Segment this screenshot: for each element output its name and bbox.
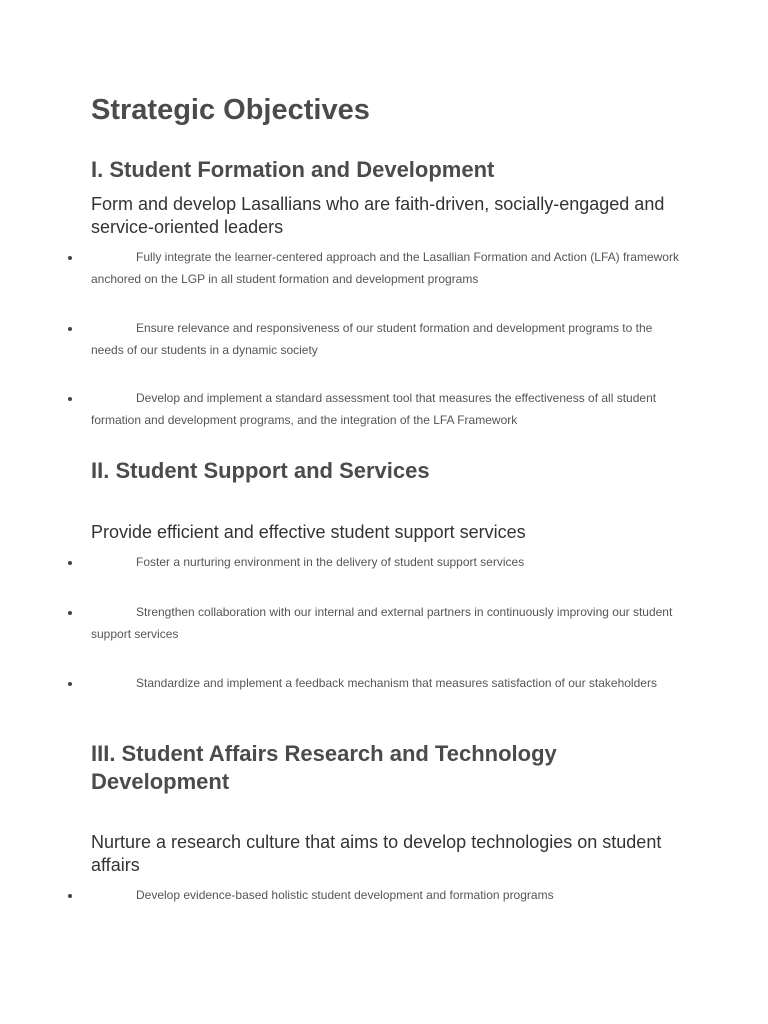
bullet-icon: [68, 611, 72, 615]
section-heading-2: II. Student Support and Services: [91, 458, 430, 483]
list-item: Develop evidence-based holistic student development and formation programs: [136, 888, 554, 902]
list-item: Standardize and implement a feedback mechanism that measures satisfaction of our stakeholders: [136, 676, 657, 690]
section-goal-3: Nurture a research culture that aims to develop technologies on student affairs: [91, 832, 662, 875]
list-item: Fully integrate the learner-centered approach and the Lasallian Formation and Action (LFA) framework anchored on the LGP in all student formation and development programs: [91, 250, 679, 286]
section-heading-3: III. Student Affairs Research and Technology Development: [91, 741, 557, 794]
list-item: Develop and implement a standard assessment tool that measures the effectiveness of all student formation and development programs, and the integration of the LFA Framework: [91, 391, 657, 427]
list-item: Foster a nurturing environment in the delivery of student support services: [136, 555, 525, 569]
bullet-icon: [68, 682, 72, 686]
bullet-icon: [68, 397, 72, 401]
page-title: Strategic Objectives: [91, 94, 370, 126]
bullet-icon: [68, 561, 72, 565]
list-item: Ensure relevance and responsiveness of our student formation and development programs to the needs of our students in a dynamic society: [91, 321, 653, 357]
section-goal-2: Provide efficient and effective student support services: [91, 522, 526, 542]
list-item: Strengthen collaboration with our internal and external partners in continuously improving our student support services: [91, 605, 673, 641]
bullet-icon: [68, 894, 72, 898]
bullet-icon: [68, 327, 72, 331]
bullet-icon: [68, 256, 72, 260]
section-goal-1: Form and develop Lasallians who are faith-driven, socially-engaged and service-oriented leaders: [91, 194, 665, 237]
section-heading-1: I. Student Formation and Development: [91, 157, 495, 182]
